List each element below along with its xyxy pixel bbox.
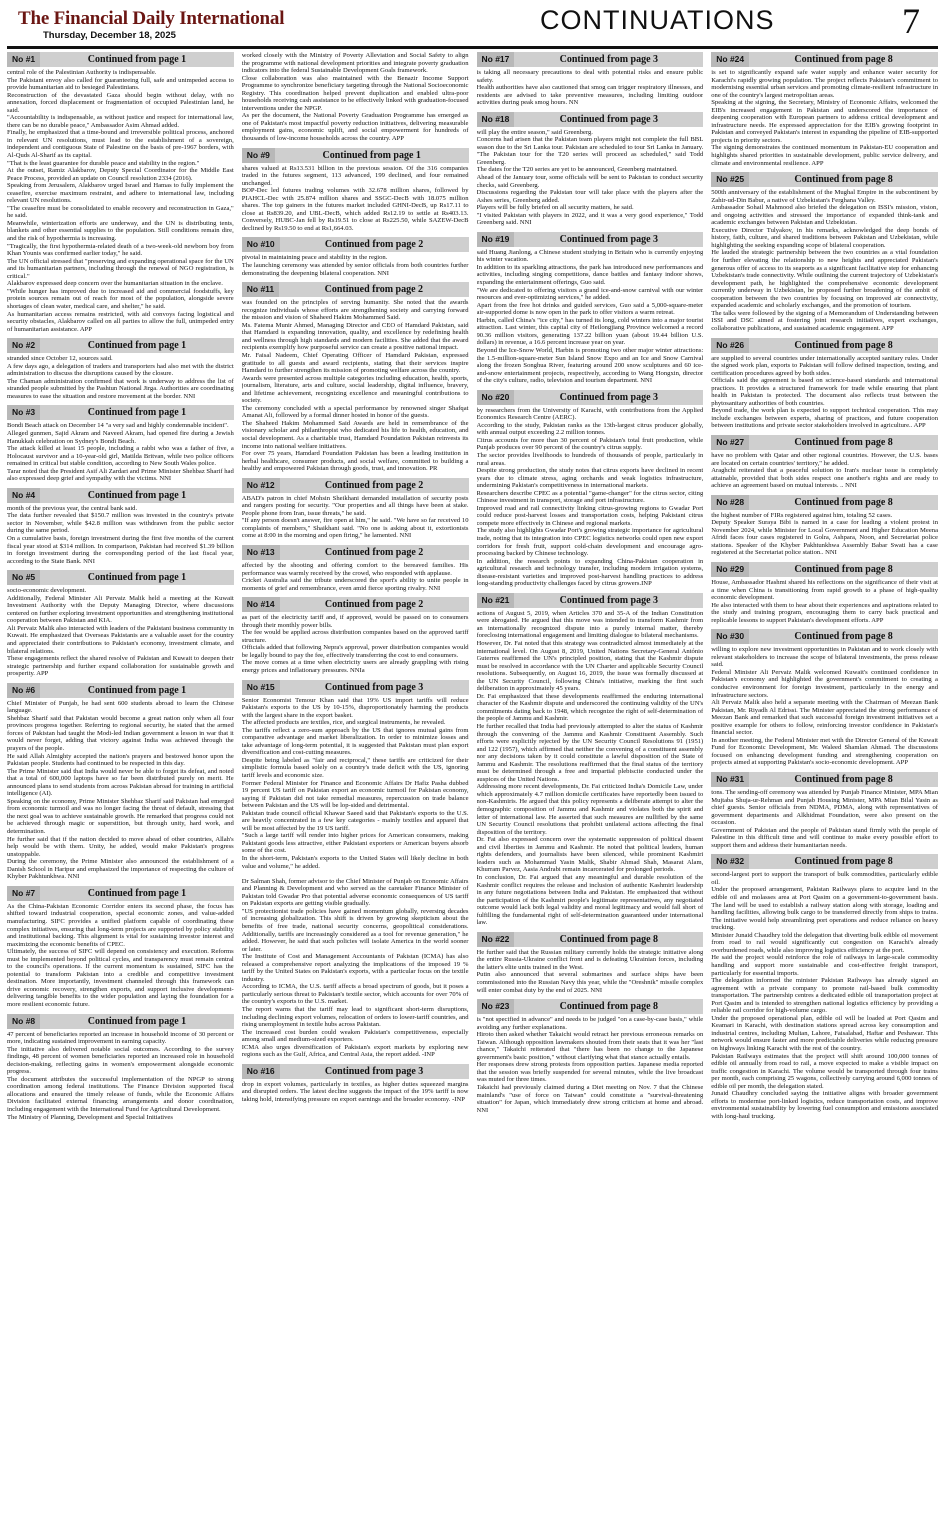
item-number-badge: No #24	[711, 52, 749, 67]
continuation-header	[711, 52, 938, 67]
continuation-item	[242, 282, 469, 473]
article-body: affected by the shooting and offering comfort to the bereaved families. His performance was warmly received by the crowd, who responded with applause. Cricket Australia said the tribute underscored the sport's ability to unite people in moments of grief and remembrance, even amid fierce sporting rivalry. NNI	[241, 561, 469, 592]
column-4	[711, 52, 938, 1524]
continuation-item	[7, 683, 234, 881]
item-number-badge: No #25	[711, 172, 749, 187]
section-title: CONTINUATIONS	[540, 5, 775, 35]
continuation-header	[477, 593, 704, 608]
continuation-header	[7, 488, 234, 503]
article-body: is taking all necessary precautions to deal with potential risks and ensure public safety. Health authorities have also cautioned that smog can trigger respiratory illnesses, and residents are advised to take preventive measures, including limiting outdoor activities during peak smog hours. NN	[476, 69, 704, 107]
continuation-header	[242, 478, 469, 493]
continuation-item	[477, 112, 704, 227]
continuation-item	[477, 593, 704, 927]
article-body: the highest number of FIRs registered against him, totaling 52 cases. Deputy Speaker Suraya Bibi is named in a case for leading a violent protest in November 2024, while Minister for Local Government and Higher Education Meena Afridi faces four cases registered in Golra, Ashpara, Noon, and Secretariat police stations. Speaker of the Khyber Pakhtunkhwa Assembly Babar Swati has a case registered at the Secretariat police station.. NNI	[711, 511, 938, 557]
article-body: Senior Economist Temour Khan said that 19% US import tariffs will reduce Pakistan's exports to the US by 10-15%, disproportionately harming the products with the largest share in the export basket. The affected products are textiles, rice, and surgical instruments, he revealed. The tariffs reflect a zero-sum approach by the US that ignores mutual gains from comparative advantage and market liberalization. In order to minimize losses and take advantage of long-term potential, it is suggested that Pakistan must plan export diversification and cost-cutting measures. Despite being labeled as "fair and reciprocal," these tariffs are criticized for their simplistic formula based solely on a country's trade deficit with the US, ignoring tariff levels and economic size. Former Federal Minister for Finance and Economic Affairs Dr Hafiz Pasha dubbed 19 percent US tariff on Pakistan export an economic turmoil for Pakistan economy, saying if Pakistan did not take remedial measures, repercussion on trade balance between Pakistan and the US will be lop-sided and detrimental. Pakistan trade council official Khawar Saeed said that Pakistan's exports to the U.S. are heavily concentrated in a few key categories - mainly textiles and apparel that will be most affected by the 19 US tariff. "Such a large tariff will render into higher prices for American consumers, making Pakistani goods less attractive, either Pakistani exporters or American buyers absorb some of the cost. In the short-term, Pakistan's exports to the United States will likely decline in both value and volume," he added. Dr Salman Shah, former advisor to the Chief Minister of Punjab on Economic Affairs and Planning & Development and who served as the caretaker Finance Minister of Pakistan told Gwadar Pro that potential adverse economic consequences of US tariff on Pakistan exports are getting visible gradually. "US protectionist trade policies have gained momentum globally, reversing decades of increasing globalization. This shift is driven by growing skepticism about the benefits of free trade, national security concerns, geopolitical considerations. Additionally, tariffs are increasingly considered as a tool for revenue generation," he added. However, he said that such policies will isolate America in the world sooner or later. The Institute of Cost and Management Accountants of Pakistan (ICMA) has also released a comprehensive report analyzing the implications of the imposed 19 % tariff by the United States on Pakistan's exports, with a particular focus on the textile industry. According to ICMA, the U.S. tariff affects a broad spectrum of goods, but it poses a particularly serious threat to Pakistan's textile sector, which accounts for over 70% of the country's exports to the U.S. market. The report warns that the tariff may lead to significant short-term disruptions, including declining export volumes, relocation of orders to lower-tariff countries, and rising unemployment in textile hubs across Pakistan. The increased cost burden could weaken Pakistan's competitiveness, especially among small and medium-sized exporters. ICMA also urges diversification of Pakistan's export markets by exploring new regions such as the Gulf, Africa, and Central Asia, the report added. -INP	[241, 696, 469, 1059]
continuation-item	[7, 1014, 234, 1122]
item-number-badge: No #28	[711, 495, 749, 510]
item-number-badge: No #23	[477, 999, 515, 1014]
item-number-badge: No #17	[477, 52, 515, 67]
article-body: ABAD's patron in chief Mohsin Sheikhani demanded installation of security posts and rangers posting for security. "Our properties and all things have been at stake. People phone from Iran, issue threats," he said. "If any person doesn't answer, fire open at him," he said. "We have so far received 10 complaints of members," Shaikhani said. "No one is asking about it, extortionists come at 8:00 in the morning and open firing," he lamented. NNI	[241, 494, 469, 540]
continuation-header	[242, 237, 469, 252]
column-2	[242, 52, 469, 1524]
continuation-item	[7, 338, 234, 400]
article-body: as part of the electricity tariff and, if approved, would be passed on to consumers through their monthly power bills. The fee would be applied across distribution companies based on the approved tariff structure. Officials added that following Nepra's approval, power distribution companies would be legally bound to pay the fee, effectively transferring the cost to end consumers. The move comes at a time when electricity users are already grappling with rising energy prices and inflationary pressures. NNIa	[241, 614, 469, 674]
continuation-item	[711, 338, 938, 430]
column-1	[7, 52, 234, 1524]
continuation-item	[7, 52, 234, 333]
item-number-badge: No #20	[477, 390, 515, 405]
article-body: As the China-Pakistan Economic Corridor enters its second phase, the focus has shifted toward industrial cooperation, special economic zones, and value-added manufacturing. SIFC provides a unified platform capable of coordinating these complex initiatives, ensuring that long-term projects are supported by policy stability and institutional backing. This alignment is vital for sustaining investor interest and maximizing the economic benefits of CPEC. Ultimately, the success of SIFC will depend on consistency and execution. Reforms must be implemented beyond political cycles, and transparency must remain central to the council's operations. If the current momentum is sustained, SIFC has the potential to transform Pakistan into a credible and competitive investment destination. More importantly, investment channeled through this framework can drive economic recovery, strengthen exports, and support inclusive development-delivering tangible benefits to the wider population and laying the foundation for a more resilient economic future.	[7, 902, 234, 1008]
continued-from-label: Continued from page 8	[794, 774, 893, 786]
continued-from-label: Continued from page 1	[87, 887, 187, 899]
issue-date: Thursday, December 18, 2025	[43, 30, 176, 41]
continued-from-label: Continued from page 1	[87, 684, 187, 696]
item-number-badge: No #10	[242, 237, 280, 252]
article-body: second-largest port to support the transport of bulk commodities, particularly edible oil. Under the proposed arrangement, Pakistan Railways plans to acquire land in the edible oil and molasses area at Port Qasim on a government-to-government basis. The land will be used to establish a railway station along with storage, loading and handling facilities, allowing bulk cargo to be transferred directly from ships to trains. The initiative would help streamlining port operations and reduce reliance on heavy trucking. Minister Junaid Chaudhry told the delegation that diverting bulk edible oil movement from road to rail would significantly cut congestion on Karachi's already overburdened roads, while also improving logistics efficiency at the port. He said the project would reinforce the role of railways in large-scale commodity handling and support more sustainable and cost-effective freight transport, particularly for essential imports. The delegation informed the minister Pakistan Railways has already signed an agreement with a private company to promote rail-based bulk commodity transportation. The partnership centres a dedicated edible oil transportation project at Port Qasim and is intended to strengthen national logistics efficiency by providing a reliable rail corridor for high-volume cargo. Under the proposed operational plan, edible oil will be loaded at Port Qasim and Keamari in Karachi, with destination stations spread across key consumption and industrial centres, including Multan, Lahore, Faisalabad, Haftar and Peshawar. This network would ensure faster and more predictable deliveries while reducing pressure on highways linking Karachi with the rest of the country. Pakistan Railways estimates that the project will shift around 100,000 tonnes of edible oil annually from road to rail, a move expected to make a visible impact on traffic congestion in Karachi. The volume would be transported through four trains per month, each comprising 25 wagons, collectively carrying around 6,000 tonnes of edible oil per month, the delegation stated. Junaid Chaudhry concluded saying the initiative aligns with broader government efforts to modernise port-linked logistics, reduce transportation costs, and improve environmental sustainability by lowering fuel consumption and emissions associated with long-haul trucking.	[711, 871, 938, 1120]
continuation-header	[711, 338, 938, 353]
continuation-header	[477, 52, 704, 67]
article-body: 47 percent of beneficiaries reported an increase in household income of 30 percent or more, indicating sustained improvement in earning capacity. The initiative also delivered notable social outcomes. According to the survey findings, 48 percent of women beneficiaries reported an increased role in household decision-making, reflecting gains in women's empowerment alongside economic progress. The document attributes the successful implementation of the NPGP to strong coordination among federal institutions. The Finance Division supported fiscal allocations and ensured the timely release of funds, while the Economic Affairs Division facilitated external financing arrangements and donor coordination, including engagement with the International Fund for Agricultural Development. The Ministry of Planning, Development and Special Initiatives	[7, 1030, 234, 1121]
continuation-header	[711, 172, 938, 187]
newspaper-title: The Financial Daily International	[18, 8, 285, 29]
continuation-item	[7, 405, 234, 482]
continuation-item	[7, 488, 234, 565]
item-number-badge: No #21	[477, 593, 515, 608]
article-body: will play the entire season," said Greenberg. Concerns had arisen that the Pakistan team players might not complete the full BBL season due to the Sri Lanka tour. Pakistan are scheduled to tour Sri Lanka in January. "The Pakistan tour for the T20 series will proceed as scheduled," said Todd Greenberg. The dates for the T20 series are yet to be announced, Greenberg maintained. Ahead of the January tour, some officials will be sent to Pakistan to conduct security checks, said Greenberg. Discussions regarding the Pakistan tour will take place with the players after the Ashes series, Greenberg added. Players will be fully briefed on all security matters, he said. "I visited Pakistan with players in 2022, and it was a very good experience," Todd Greenberg said. NNI	[476, 128, 704, 227]
continuation-header	[7, 683, 234, 698]
continuation-item	[711, 435, 938, 490]
continuation-item	[477, 999, 704, 1114]
continued-from-label: Continued from page 1	[87, 572, 187, 584]
article-body: He further said that the Russian military currently holds the strategic initiative along the entire Russia-Ukraine conflict front and is defeating Ukrainian forces, including the latter's elite units trained in the West. Putin also announced that several submarines and surface ships have been commissioned into the Russian Navy this year, while the "Oreshnik" missile complex will enter combat duty by the end of 2025. NNI	[476, 948, 704, 994]
continuation-item	[711, 854, 938, 1120]
item-number-badge: No #29	[711, 562, 749, 577]
continuation-header	[7, 1014, 234, 1029]
continued-from-label: Continued from page 2	[324, 599, 424, 611]
continuation-header	[477, 999, 704, 1014]
continued-from-label: Continued from page 3	[559, 233, 659, 245]
article-body: drop in export volumes, particularly in textiles, as higher duties squeezed margins and disrupted orders. The latest decline suggests the impact of the 19% tariff is now taking hold, intensifying pressure on export earnings and the broader economy. -INP	[241, 1080, 469, 1103]
item-number-badge: No #30	[711, 629, 749, 644]
continuation-header	[477, 390, 704, 405]
item-number-badge: No #31	[711, 772, 749, 787]
continuation-header	[477, 932, 704, 947]
page-number: 7	[902, 1, 920, 41]
article-body: have no problem with Qatar and other regional countries. However, the U.S. bases are located on certain countries' territory," he added. Araghchi reiterated that a peaceful solution to Iran's nuclear issue is completely attainable, provided that both sides respect one another's rights and are ready to achieve an agreement based on mutual interests. .. NNI	[711, 451, 938, 490]
item-number-badge: No #19	[477, 232, 515, 247]
continuation-item	[7, 886, 234, 1009]
article-body: Chief Minister of Punjab, he had sent 600 students abroad to learn the Chinese language. Shehbaz Sharif said that Pakistan would become a great nation only when all four provinces progress together. Referring to regional security, he stated that the armed forces of Pakistan had taught the Modi-led Indian government a lesson in war that it would never forget, adding that victory against India was achieved through the prayers of the people. He said Allah Almighty accepted the nation's prayers and bestowed honor upon the Pakistan people. Students had continued to be respected in this day. The Prime Minister said that India would never be able to forget its defeat, and noted that a total of 600,000 laptops have so far been distributed purely on merit. He announced plans to send students from across Pakistan abroad for training in artificial intelligence (AI). Speaking on the economy, Prime Minister Shehbaz Sharif said Pakistan had emerged from economic turmoil and was no longer facing the threat of default, stressing that the next goal was to achieve sustainable growth. He remarked that progress could not be achieved through magic or superstition, but through unity, hard work, and determination. He further said that if the nation decided to move ahead of other countries, Allah's help would be with them. Unity, he added, would make Pakistan's progress unstoppable. During the ceremony, the Prime Minister also announced the establishment of a Danish School in Haripur and emphasized the importance of respecting the culture of Khyber Pakhtunkhwa. NNI	[7, 699, 234, 881]
article-body: 500th anniversary of the establishment of the Mughal Empire in the subcontinent by Zahir-ud-Din Babur, a native of Uzbekistan's Ferghana Valley. Ambassador Sohail Mahmood also briefed the delegation on ISSI's mission, vision, and ongoing activities and stressed the importance of expanded think-tank and academic exchanges between Pakistan and Uzbekistan. Executive Director Tulyakov, in his remarks, acknowledged the deep bonds of history, faith, culture, and shared traditions between Pakistan and Uzbekistan, while highlighting the seeking expanding scope of bilateral cooperation. He lauded the strategic partnership between the two countries as a vital foundation for further elevating the relationship to new heights and appreciated Pakistan's generous offer of access to its seaports as a significant facilitative step for enhancing Uzbekistan's trade connectivity. While outlining the current trajectory of Uzbekistan's development path, he highlighted the comprehensive economic development currently underway in Uzbekistan, he proposed further broadening of the ambit of cooperation between the two countries by focusing on improved air connectivity, expanded academic and scholarly exchanges, and the promotion of tourism. The talks were followed by the signing of a Memorandum of Understanding between ISSI and DSC aimed at fostering joint research initiatives, expert exchanges, collaborative publications, and sustained academic engagement. APP	[711, 189, 938, 332]
continued-from-label: Continued from page 8	[794, 631, 893, 643]
item-number-badge: No #2	[7, 338, 40, 353]
continued-from-label: Continued from page 3	[559, 391, 659, 403]
continuation-item	[711, 52, 938, 167]
article-body: Bondi Beach attack on December 14 "a very sad and highly condemnable incident". Alleged gunmen, Sajid Akram and Naveed Akram, had opened fire during a Jewish Hanukkah celebration on Sydney's Bondi Beach. The attack killed at least 15 people, including a rabbi who was a father of five, a Holocaust survivor and a 10-year-old girl, Matilda Britvan, while two police officers remained in critical but stable condition, according to New South Wales police. Tarar noted that the President Asif Ali Zardari and Prime Minister Shehbaz Sharif had also expressed deep grief and sympathy with the victims. NNI	[7, 422, 234, 483]
article-body: actions of August 5, 2019, when Articles 370 and 35-A of the Indian Constitution were abrogated. He argued that this move was intended to transform Kashmir from an internationally recognized dispute into a purely internal matter, thereby foreclosing international engagement and limiting dialogue to bilateral mechanisms. However, Dr. Fai noted that this strategy was contradicted almost immediately at the international level. On August 8, 2019, United Nations Secretary-General António Guterres reaffirmed the UN's principled position, stating that the Kashmir dispute must be resolved in accordance with the UN Charter and applicable Security Council resolutions. Subsequently, on August 16, 2019, the issue was formally discussed at the UN Security Council, following China's initiative, marking the first such deliberation in approximately 45 years. Dr. Fai emphasized that these developments reaffirmed the enduring international character of the Kashmir dispute and underscored the continuing validity of the UN's commitments dating back to 1948, which recognize the right of self-determination of the people of Jammu and Kashmir. He further recalled that India had previously attempted to alter the status of Kashmir through the convening of the Jammu and Kashmir Constituent Assembly. Such efforts were explicitly rejected by the UN Security Council Resolutions 91 (1951) and 122 (1957), which affirmed that neither the convening of a constituent assembly nor any decisions taken by it could constitute a lawful disposition of the State of Jammu and Kashmir. The resolutions reaffirmed that the final status of the territory must be determined through a free and impartial plebiscite conducted under the auspices of the United Nations. Addressing more recent developments, Dr. Fai criticized India's Domicile Law, under which approximately 4.7 million domicile certificates have reportedly been issued to non-Kashmiris. He argued that this policy represents a deliberate attempt to alter the demographic composition of Jammu and Kashmir and violates both the spirit and letter of international law. He asserted that such measures are nullified by the same UN Security Council resolutions that prohibit unilateral actions affecting the final disposition of the territory. Dr. Fai also expressed concern over the systematic suppression of political dissent and civil liberties in Jammu and Kashmir. He noted that political leaders, human rights defenders, and journalists have been silenced, while prominent Kashmiri leaders such as Mohammad Yasin Malik, Shabir Ahmad Shah, Masarat Alam, Khurram Parvez, Aasia Andrabi remain incarcerated for prolonged periods. In conclusion, Dr. Fai argued that any meaningful and durable resolution of the Kashmir conflict requires the release and inclusion of authentic Kashmiri leadership in any future negotiations between India and Pakistan. He emphasized that without the participation of the Kashmiri people's legitimate representatives, any negotiated outcome would lack both legal validity and moral legitimacy and would fall short of fulfilling the fundamental right of self-determination guaranteed under international law.	[476, 609, 704, 927]
continued-from-label: Continued from page 2	[324, 239, 424, 251]
article-body: are supplied to several countries under internationally accepted sanitary rules. Under the signed work plan, exports to Pakistan will follow defined inspection, testing, and certification procedures agreed by both sides. Officials said the agreement is based on science-based standards and international practices. It provides a structured framework for trade while ensuring that plant health in Pakistan is protected. The document also reflects trust between the phytosanitary authorities of both countries. Beyond trade, the work plan is expected to support technical cooperation. This may include exchanges between experts, sharing of practices, and future cooperation between institutions and private sector stakeholders involved in agriculture.. APP	[711, 354, 938, 430]
item-number-badge: No #22	[477, 932, 515, 947]
continued-from-label: Continued from page 1	[87, 1015, 187, 1027]
continued-from-label: Continued from page 2	[324, 546, 424, 558]
item-number-badge: No #1	[7, 52, 40, 67]
continuation-item	[242, 1064, 469, 1104]
item-number-badge: No #6	[7, 683, 40, 698]
continued-from-label: Continued from page 8	[559, 933, 659, 945]
article-body: said Huang Jianlong, a Chinese student studying in Britain who is currently enjoying his winter vacation. In addition to its sparkling attractions, the park has introduced new performances and activities, including singing competitions, dance battles and fantasy indoor shows, expanding the entertainment offerings, Guo said. "We are dedicated to offering visitors a grand ice-and-snow carnival with our winter resources and ever-optimizing services," he added. Apart from the free hot drinks and guided services, Guo said a 5,000-square-meter air-supported dome is now open in the park to offer visitors a warm retreat. Harbin, called China's "ice city," has turned its long, cold winters into a major tourist attraction. Last winter, this capital city of Heilongjiang Province welcomed a record 90.36 million visitors, generating 137.22 billion yuan (about 19.44 billion U.S. dollars) in revenue, a 16.6 percent increase year on year. Beyond the Ice-Snow World, Harbin is promoting two other major winter attractions: the 1.5-million-square-meter Sun Island Snow Expo and an Ice and Snow Carnival along the frozen Songhua River, featuring around 200 snow sculptures and 60 ice-and-snow entertainment projects, respectively, according to Wang Hongxin, director of the city's culture, radio, television and tourism department. NNI	[476, 248, 704, 385]
continuation-item	[711, 562, 938, 624]
continuation-header	[242, 597, 469, 612]
continuation-header	[7, 52, 234, 67]
continued-from-label: Continued from page 2	[324, 284, 424, 296]
continuation-item	[242, 237, 469, 277]
continued-from-label: Continued from page 1	[87, 407, 187, 419]
continued-from-label: Continued from page 8	[794, 339, 893, 351]
item-number-badge: No #16	[242, 1064, 280, 1079]
item-number-badge: No #18	[477, 112, 515, 127]
item-number-badge: No #13	[242, 545, 280, 560]
continuation-item	[242, 148, 469, 233]
item-number-badge: No #14	[242, 597, 280, 612]
continuation-header	[242, 282, 469, 297]
item-number-badge: No #4	[7, 488, 40, 503]
continuation-item	[477, 232, 704, 385]
continued-from-label: Continued from page 8	[794, 563, 893, 575]
continued-from-label: Continued from page 1	[87, 489, 187, 501]
article-body: pivotal in maintaining peace and stability in the region. The launching ceremony was attended by senior officials from both countries further demonstrating the deepening bilateral cooperation. NNI	[241, 254, 469, 277]
continuation-header	[711, 562, 938, 577]
item-number-badge: No #26	[711, 338, 749, 353]
item-number-badge: No #8	[7, 1014, 40, 1029]
continued-from-label: Continued from page 8	[794, 174, 893, 186]
continuation-item	[477, 390, 704, 588]
continued-from-label: Continued from page 8	[794, 496, 893, 508]
continuation-header	[711, 772, 938, 787]
continuation-header	[7, 570, 234, 585]
item-number-badge: No #9	[242, 148, 275, 163]
continuation-header	[7, 405, 234, 420]
item-number-badge: No #32	[711, 854, 749, 869]
article-body: month of the previous year, the central bank said. The data further revealed that $150.7 million was invested in the country's private sector in November, while $42.8 million was withdrawn from the public sector during the same period. On a cumulative basis, foreign investment during the first five months of the current fiscal year stood at $314 million. In comparison, Pakistan had received $1.39 billion in foreign investment during the corresponding period of the last fiscal year, according to the State Bank. NNI	[7, 504, 234, 565]
continuation-header	[711, 854, 938, 869]
article-body: willing to explore new investment opportunities in Pakistan and to work closely with relevant stakeholders to increase the scope of bilateral investments, the press release said. Federal Minister Ali Pervaiz Malik welcomed Kuwait's continued confidence in Pakistan's economy and highlighted the government's commitment to creating a conducive environment for foreign investment, particularly in the energy and infrastructure sectors. Ali Pervaiz Malik also held a separate meeting with the Chairman of Meezan Bank Pakistan, Mr. Riyadh Al Edrissi. The Minister appreciated the strong performance of Meezan Bank and remarked that such successful foreign investment initiatives set a positive example for others to follow, reinforcing investor confidence in Pakistan's financial sector. In another meeting, the Federal Minister met with the Director General of the Kuwait Fund for Economic Development, Mr. Waleed Shamlan Ahmad. The discussions focused on enhancing development funding and strengthening cooperation on projects aimed at supporting Pakistan's socio-economic development. APP	[711, 646, 938, 767]
continuation-header	[7, 338, 234, 353]
continuation-item	[477, 932, 704, 994]
article-body: by researchers from the University of Karachi, with contributions from the Applied Economics Research Centre (AERC). According to the study, Pakistan ranks as the 13th-largest citrus producer globally, with annual output exceeding 2.2 million tonnes. Citrus accounts for more than 30 percent of Pakistan's total fruit production, while Punjab produces over 90 percent of the country's citrus supply. The sector provides livelihoods to hundreds of thousands of people, particularly in rural areas. Despite strong production, the study notes that citrus exports have declined in recent years due to climate stress, aging orchards and weak logistics infrastructure, undermining Pakistan's competitiveness in international markets. Researchers describe CPEC as a potential "game-changer" for the citrus sector, citing Chinese investment in transport, storage and port infrastructure. Improved road and rail connectivity linking citrus-growing regions to Gwadar Port could reduce post-harvest losses and transportation costs, helping Pakistani citrus compete more effectively in Chinese and regional markets. The study also highlights Gwadar Port's growing strategic importance for agricultural trade, noting that its integration into CPEC logistics networks could open new export corridors for fresh fruit, support cold-chain development and encourage agro-processing backed by Chinese technology. In addition, the research points to expanding China-Pakistan cooperation in agricultural research and technology transfer, including modern irrigation systems, disease-resistant varieties and improved post-harvest handling practices to address long-standing productivity challenges faced by citrus growers.INP	[476, 406, 704, 588]
article-body: is "not specified in advance" and needs to be judged "on a case-by-case basis," while avoiding any further explanations. Hiroto then asked whether Takaichi would retract her previous erroneous remarks on Taiwan. Although opposition lawmakers shouted from their seats that it was her "last chance," Takaichi reiterated that "there has been no change to the Japanese government's basic position," without clarifying what that stance actually entails. Her responses drew strong protests from opposition parties. Japanese media reported that the session was briefly suspended for several minutes, while the live broadcast was muted for three times. Takaichi had previously claimed during a Diet meeting on Nov. 7 that the Chinese mainland's "use of force on Taiwan" could constitute a "survival-threatening situation" for Japan, which immediately drew strong criticism at home and abroad. NNI	[476, 1016, 704, 1114]
continued-from-label: Continued from page 1	[87, 54, 187, 65]
continuation-header	[7, 886, 234, 901]
article-body: central role of the Palestinian Authority is indispensable. The Pakistani envoy also called for guaranteeing full, safe and unimpeded access to provide humanitarian aid to besieged Palestinians. Reconstruction of the devastated Gaza should begin without delay, with no annexation, forced displacement or fragmentation of occupied Palestinian land, he said. "Accountability is indispensable, as without justice and respect for international law, there can be no durable peace," Ambassador Asim Ahmad added. Finally, he emphasized that a time-bound and irreversible political process, anchored in relevant UN resolutions, must lead to the establishment of a sovereign, independent and contiguous State of Palestine on the basis of pre-1967 borders, with Al-Quds Al-Sharif as its capital. "That is the least guarantee for durable peace and stability in the region." At the outset, Ramiz Alakbarov, Deputy Special Coordinator for the Middle East Peace Process, provided an update on Council resolution 2334 (2016). Speaking from Jerusalem, Alakbarov urged Israel and Hamas to fully implement the ceasefire, exercise maximum restraint, and adhere to international law, including relevant UN resolutions. "The ceasefire must be consolidated to enable recovery and reconstruction in Gaza," he said. Meanwhile, winterization efforts are underway, and the UN is distributing tents, blankets and other essential supplies to the population. Still conditions remain dire, and the risk of hypothermia is increasing. "Tragically, the first hypothermia-related death of a two-week-old newborn boy from Khan Younis was confirmed earlier today," he said. The UN official stressed that "preserving and expanding operational space for the UN and its humanitarian partners, including through the renewal of NGO registration, is critical." Alakbarov expressed deep concern over the humanitarian situation in the enclave. "While hunger has improved due to increased aid and commercial foodstuffs, key protein sources remain out of reach for most of the population, alongside severe shortages of clean water, medical care, and shelter," he said. As humanitarian access remains restricted, with aid convoys facing logistical and security obstacles, Alakbarov called on all parties to allow the full, unimpeded entry of humanitarian assistance. APP	[7, 69, 234, 333]
continued-from-label: Continued from page 1	[87, 340, 187, 352]
continued-from-label: Continued from page 3	[559, 54, 659, 65]
continued-from-label: Continued from page 8	[794, 856, 893, 868]
continuation-item	[242, 52, 469, 143]
continuation-header	[711, 629, 938, 644]
masthead	[7, 0, 938, 49]
continuation-header	[242, 1064, 469, 1079]
continuation-header	[711, 435, 938, 450]
continuation-item	[242, 545, 469, 592]
continuation-header	[477, 112, 704, 127]
article-body: House, Ambassador Hashmi shared his reflections on the significance of their visit at a time when China is transitioning from rapid growth to a phase of high-quality economic development. He also interacted with them to hear about their experiences and aspirations related to the study and training program, encouraging them to carry back practical and replicable lessons to support Pakistan's development efforts. APP	[711, 578, 938, 624]
continued-from-label: Continued from page 3	[559, 594, 659, 606]
continued-from-label: Continued from page 3	[559, 113, 659, 125]
continuation-item	[7, 570, 234, 678]
continued-from-label: Continued from page 8	[559, 1001, 659, 1013]
continuation-header	[477, 232, 704, 247]
continuation-header	[242, 148, 469, 163]
item-number-badge: No #3	[7, 405, 40, 420]
article-body: tons. The sending-off ceremony was attended by Punjab Finance Minister, MPA Mian Mujtaba Shuja-ur-Rehman and Punjab Housing Minister, MPA Mian Bilal Yasin as chief guests. Senior officials from NDMA, PDMA, along with representatives of government departments and Alkhidmat Foundation, were also present on the occasion. Government of Pakistan and the people of Pakistan stand firmly with the people of Palestine in this difficult time and will continue to make every possible effort to support them and address their humanitarian needs.	[711, 789, 938, 849]
continuation-item	[477, 52, 704, 107]
continued-from-label: Continued from page 3	[324, 1065, 424, 1077]
article-body: was founded on the principles of serving humanity. She noted that the awards recognize individuals whose efforts are strengthening society and carrying forward the mission and vision of Shaheed Hakim Mohammed Said. Ms. Fatema Munir Ahmed, Managing Director and CEO of Hamdard Pakistan, said that Hamdard is expanding innovation, quality, and excellence by redefining health and wellness through high standards and modern facilities. She added that the award recipients exemplify how purposeful service can create a positive national impact. Mr. Faisal Nadeem, Chief Operating Officer of Hamdard Pakistan, expressed gratitude to all guests and award recipients, stating that their services inspire Hamdard to further strengthen its mission of promoting welfare across the country. Awards were presented across multiple categories including education, health, sports, journalism, literature, arts and culture, social leadership, digital influence, bravery, and lifetime achievement, recognizing excellence and meaningful contributions to society. The ceremony concluded with a special performance by renowned singer Shafqat Amanat Ali, followed by a formal dinner hosted in honor of the guests. The Shaheed Hakim Mohammed Said Awards are held in remembrance of the visionary scholar and philanthropist who dedicated his life to health, education, and social development. As a charitable trust, Hamdard Foundation Pakistan reinvests its income into national welfare initiatives. For over 75 years, Hamdard Foundation Pakistan has been a leading institution in herbal healthcare, consumer products, and social welfare, committed to building a healthy and empowered Pakistan through goods, trust, and innovation. PR	[241, 299, 469, 473]
article-body: is set to significantly expand safe water supply and enhance water security for Karachi's rapidly growing population. The project reflects Pakistan's commitment to modernising essential urban services and promoting climate-resilient infrastructure in one of the country's largest metropolitan areas. Speaking at the signing, the Secretary, Ministry of Economic Affairs, welcomed the EIB's increased engagement in Pakistan and underscored the importance of deepening cooperation with European partners to address critical development and infrastructure needs. He expressed appreciation for the EIB's growing footprint in Pakistan and conveyed Pakistan's interest in expanding the pipeline of EIB-supported projects in priority sectors. The signing demonstrates the continued momentum in Pakistan-EU cooperation and highlights shared priorities in sustainable development, public service delivery, and climate and environmental resilience. APP	[711, 69, 938, 167]
continuation-item	[711, 172, 938, 332]
article-body: shares valued at Rs13.531 billion in the previous session. Of the 316 companies traded in the futures segment, 113 advanced, 199 declined, and four remained unchanged. BOP-Dec led futures trading volumes with 32.678 million shares, followed by PIAHCL-Dec with 25.874 million shares and SSGC-DecB with 18.075 million shares. The top gainers in the futures market included GHNI-DecB, up Rs17.11 to close at Rs839.20, and UBL-DecB, which added Rs12.19 to settle at Rs403.13. Conversely, HUBC-Jan fell by Rs19.51 to close at Rs225.50, while SAZEW-DecB declined by Rs19.50 to end at Rs1,664.03.	[241, 164, 469, 232]
continuation-header	[242, 680, 469, 695]
continuation-header	[242, 545, 469, 560]
continued-from-label: Continued from page 8	[794, 436, 893, 448]
continuation-item	[711, 629, 938, 767]
continued-from-label: Continued from page 3	[324, 681, 424, 693]
item-number-badge: No #15	[242, 680, 280, 695]
article-body: socio-economic development. Additionally, Federal Minister Ali Pervaiz Malik held a meeting at the Kuwait Investment Authority with the Deputy Managing Director, where discussions centered on further exploring investment opportunities and strengthening institutional cooperation between Pakistan and KIA. Ali Pervaiz Malik also interacted with leaders of the Pakistani business community in Kuwait. He emphasized that Overseas Pakistanis are a valuable asset for the country and appreciated their contributions to Pakistan's economy, investment climate, and bilateral relations. These engagements reflect the shared resolve of Pakistan and Kuwait to deepen their strategic partnership and further expand collaboration for sustainable growth and prosperity. APP	[7, 587, 234, 678]
continued-from-label: Continued from page 8	[794, 54, 893, 65]
continued-from-label: Continued from page 1	[322, 149, 421, 161]
item-number-badge: No #11	[242, 282, 279, 297]
continuation-item	[242, 478, 469, 540]
article-body: stranded since October 12, sources said. A few days ago, a delegation of traders and transporters had also met with the district administration to discuss the disruptions caused by the closure. The Chaman administration confirmed that work is underway to address the list of stranded people submitted by the Pashtun National Jirga. Authorities are coordinating measures to ease the situation and restore movement at the border. NNI	[7, 355, 234, 400]
continuation-item	[711, 495, 938, 557]
continuation-header	[711, 495, 938, 510]
item-number-badge: No #5	[7, 570, 40, 585]
continuation-item	[242, 680, 469, 1059]
continued-from-label: Continued from page 2	[324, 479, 424, 491]
item-number-badge: No #7	[7, 886, 40, 901]
continuation-item	[711, 772, 938, 849]
item-number-badge: No #12	[242, 478, 280, 493]
article-columns	[7, 52, 938, 1524]
continuation-item	[242, 597, 469, 674]
article-body: worked closely with the Ministry of Poverty Alleviation and Social Safety to align the programme with national development priorities and integrate poverty graduation indicators into the federal Sustainable Development Goals framework. Close collaboration was also maintained with the Benazir Income Support Programme to synchronize beneficiary targeting through the National Socioeconomic Registry. This coordination helped prevent duplication and enabled ultra-poor households receiving cash assistance to be effectively linked with graduation-focused interventions under the NPGP. As per the document, the National Poverty Graduation Programme has emerged as one of Pakistan's most impactful poverty reduction initiatives, delivering measurable employment gains, economic uplift, and social empowerment for hundreds of thousands of low-income households across the country. APP	[241, 52, 469, 143]
column-3	[477, 52, 704, 1524]
item-number-badge: No #27	[711, 435, 749, 450]
